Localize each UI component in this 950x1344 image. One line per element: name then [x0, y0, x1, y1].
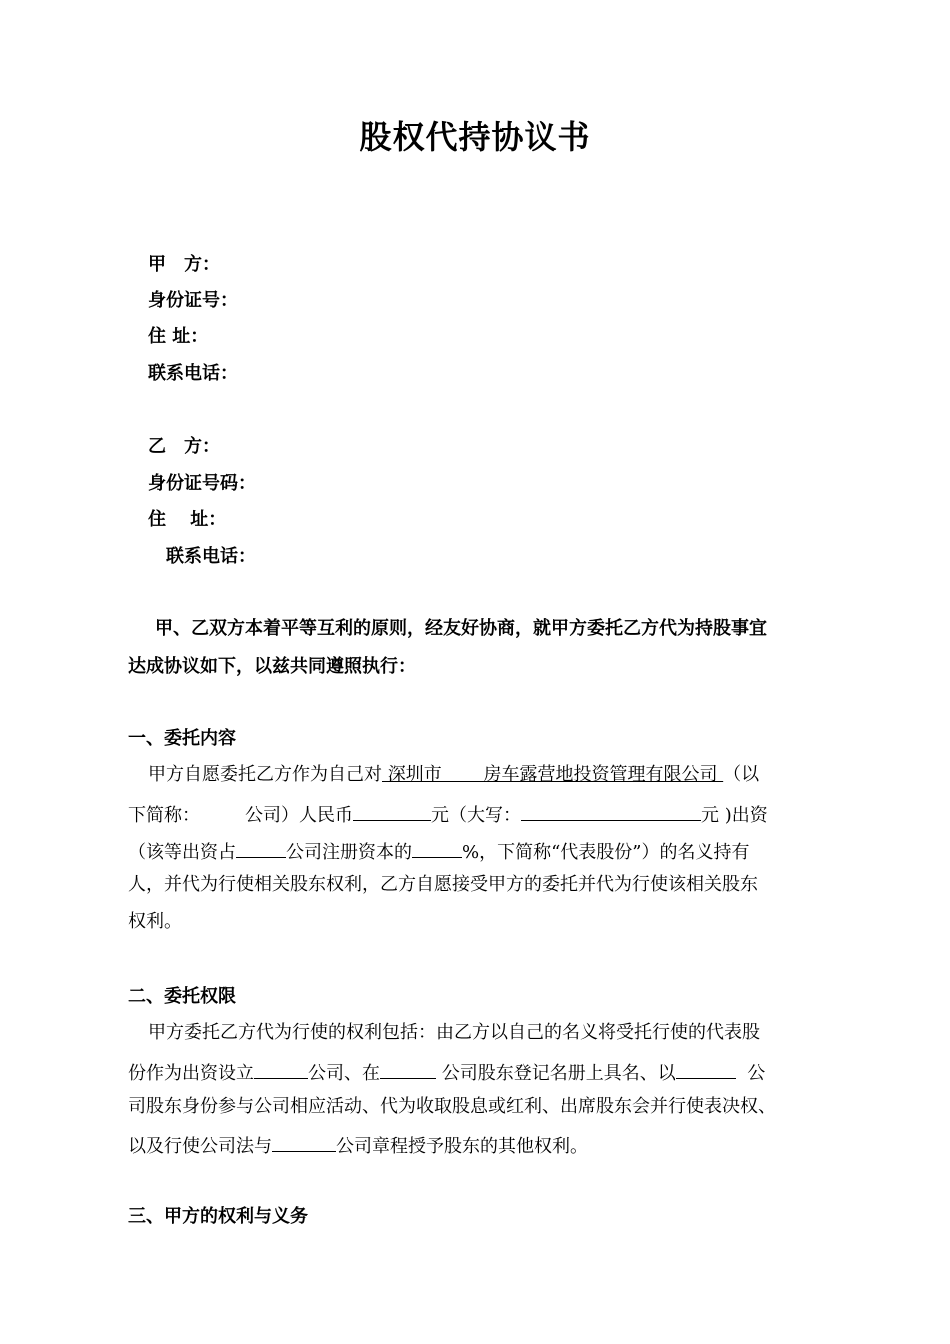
section-1-text: 下简称： 公司）人民币 — [128, 805, 353, 826]
section-1-line-1 — [148, 763, 759, 787]
section-2-line-2 — [128, 1058, 765, 1086]
section-1-heading: 一、委托内容 — [128, 728, 236, 749]
document-title: 股权代持协议书 — [359, 118, 591, 156]
party-a-name-label: 甲 方： — [148, 254, 220, 275]
establish-company-blank — [254, 1058, 308, 1079]
share-company-blank — [236, 837, 286, 858]
section-1-text: %，下简称“代表股份”）的名义持有 — [462, 842, 750, 863]
register-company-blank — [380, 1058, 436, 1079]
party-a-address-label: 住 址： — [148, 326, 209, 347]
party-b-phone-label: 联系电话： — [166, 546, 256, 567]
section-2-heading: 二、委托权限 — [128, 986, 236, 1007]
party-a-id-label: 身份证号： — [148, 290, 238, 311]
section-2-line-1: 甲方委托乙方代为行使的权利包括：由乙方以自己的名义将受托行使的代表股 — [148, 1022, 760, 1043]
articles-company-blank — [272, 1131, 336, 1152]
section-1-text: （该等出资占 — [128, 842, 236, 863]
section-2-line-3: 司股东身份参与公司相应活动、代为收取股息或红利、出席股东会并行使表决权、 — [128, 1096, 776, 1117]
section-1-text: 公司注册资本的 — [286, 842, 412, 863]
amount-words-blank — [521, 800, 701, 821]
section-2-line-4 — [128, 1131, 588, 1159]
section-3-heading: 三、甲方的权利与义务 — [128, 1206, 308, 1227]
section-1-line-2 — [128, 800, 768, 828]
section-2-text: 公司股东登记名册上具名、以 — [441, 1063, 676, 1084]
section-2-text: 公 — [747, 1063, 766, 1084]
section-1-text: 元 )出资 — [701, 805, 768, 826]
shareholder-company-blank — [676, 1058, 736, 1079]
section-1-line-4: 人，并代为行使相关股东权利，乙方自愿接受甲方的委托并代为行使该相关股东 — [128, 874, 758, 895]
section-1-text: 元（大写： — [431, 805, 521, 826]
party-a-phone-label: 联系电话： — [148, 363, 238, 384]
party-b-name-label: 乙 方： — [148, 436, 220, 457]
section-2-text: 份作为出资设立 — [128, 1063, 254, 1084]
preamble-line-1: 甲、乙双方本着平等互利的原则，经友好协商，就甲方委托乙方代为持股事宜 — [155, 618, 767, 639]
section-1-text: （以 — [723, 764, 760, 785]
percent-blank — [412, 837, 462, 858]
amount-blank — [353, 800, 431, 821]
preamble-line-2: 达成协议如下，以兹共同遵照执行： — [128, 656, 416, 677]
company-name: 深圳市 房车露营地投资管理有限公司 — [382, 764, 724, 785]
party-b-id-label: 身份证号码： — [148, 473, 256, 494]
section-2-text: 公司章程授予股东的其他权利。 — [336, 1136, 588, 1157]
party-b-address-label: 住 址： — [148, 509, 227, 530]
section-2-text: 公司、在 — [308, 1063, 380, 1084]
section-1-line-3 — [128, 837, 750, 865]
section-1-text: 甲方自愿委托乙方作为自己对 — [148, 764, 382, 785]
section-1-line-5: 权利。 — [128, 911, 182, 932]
section-2-text: 以及行使公司法与 — [128, 1136, 272, 1157]
